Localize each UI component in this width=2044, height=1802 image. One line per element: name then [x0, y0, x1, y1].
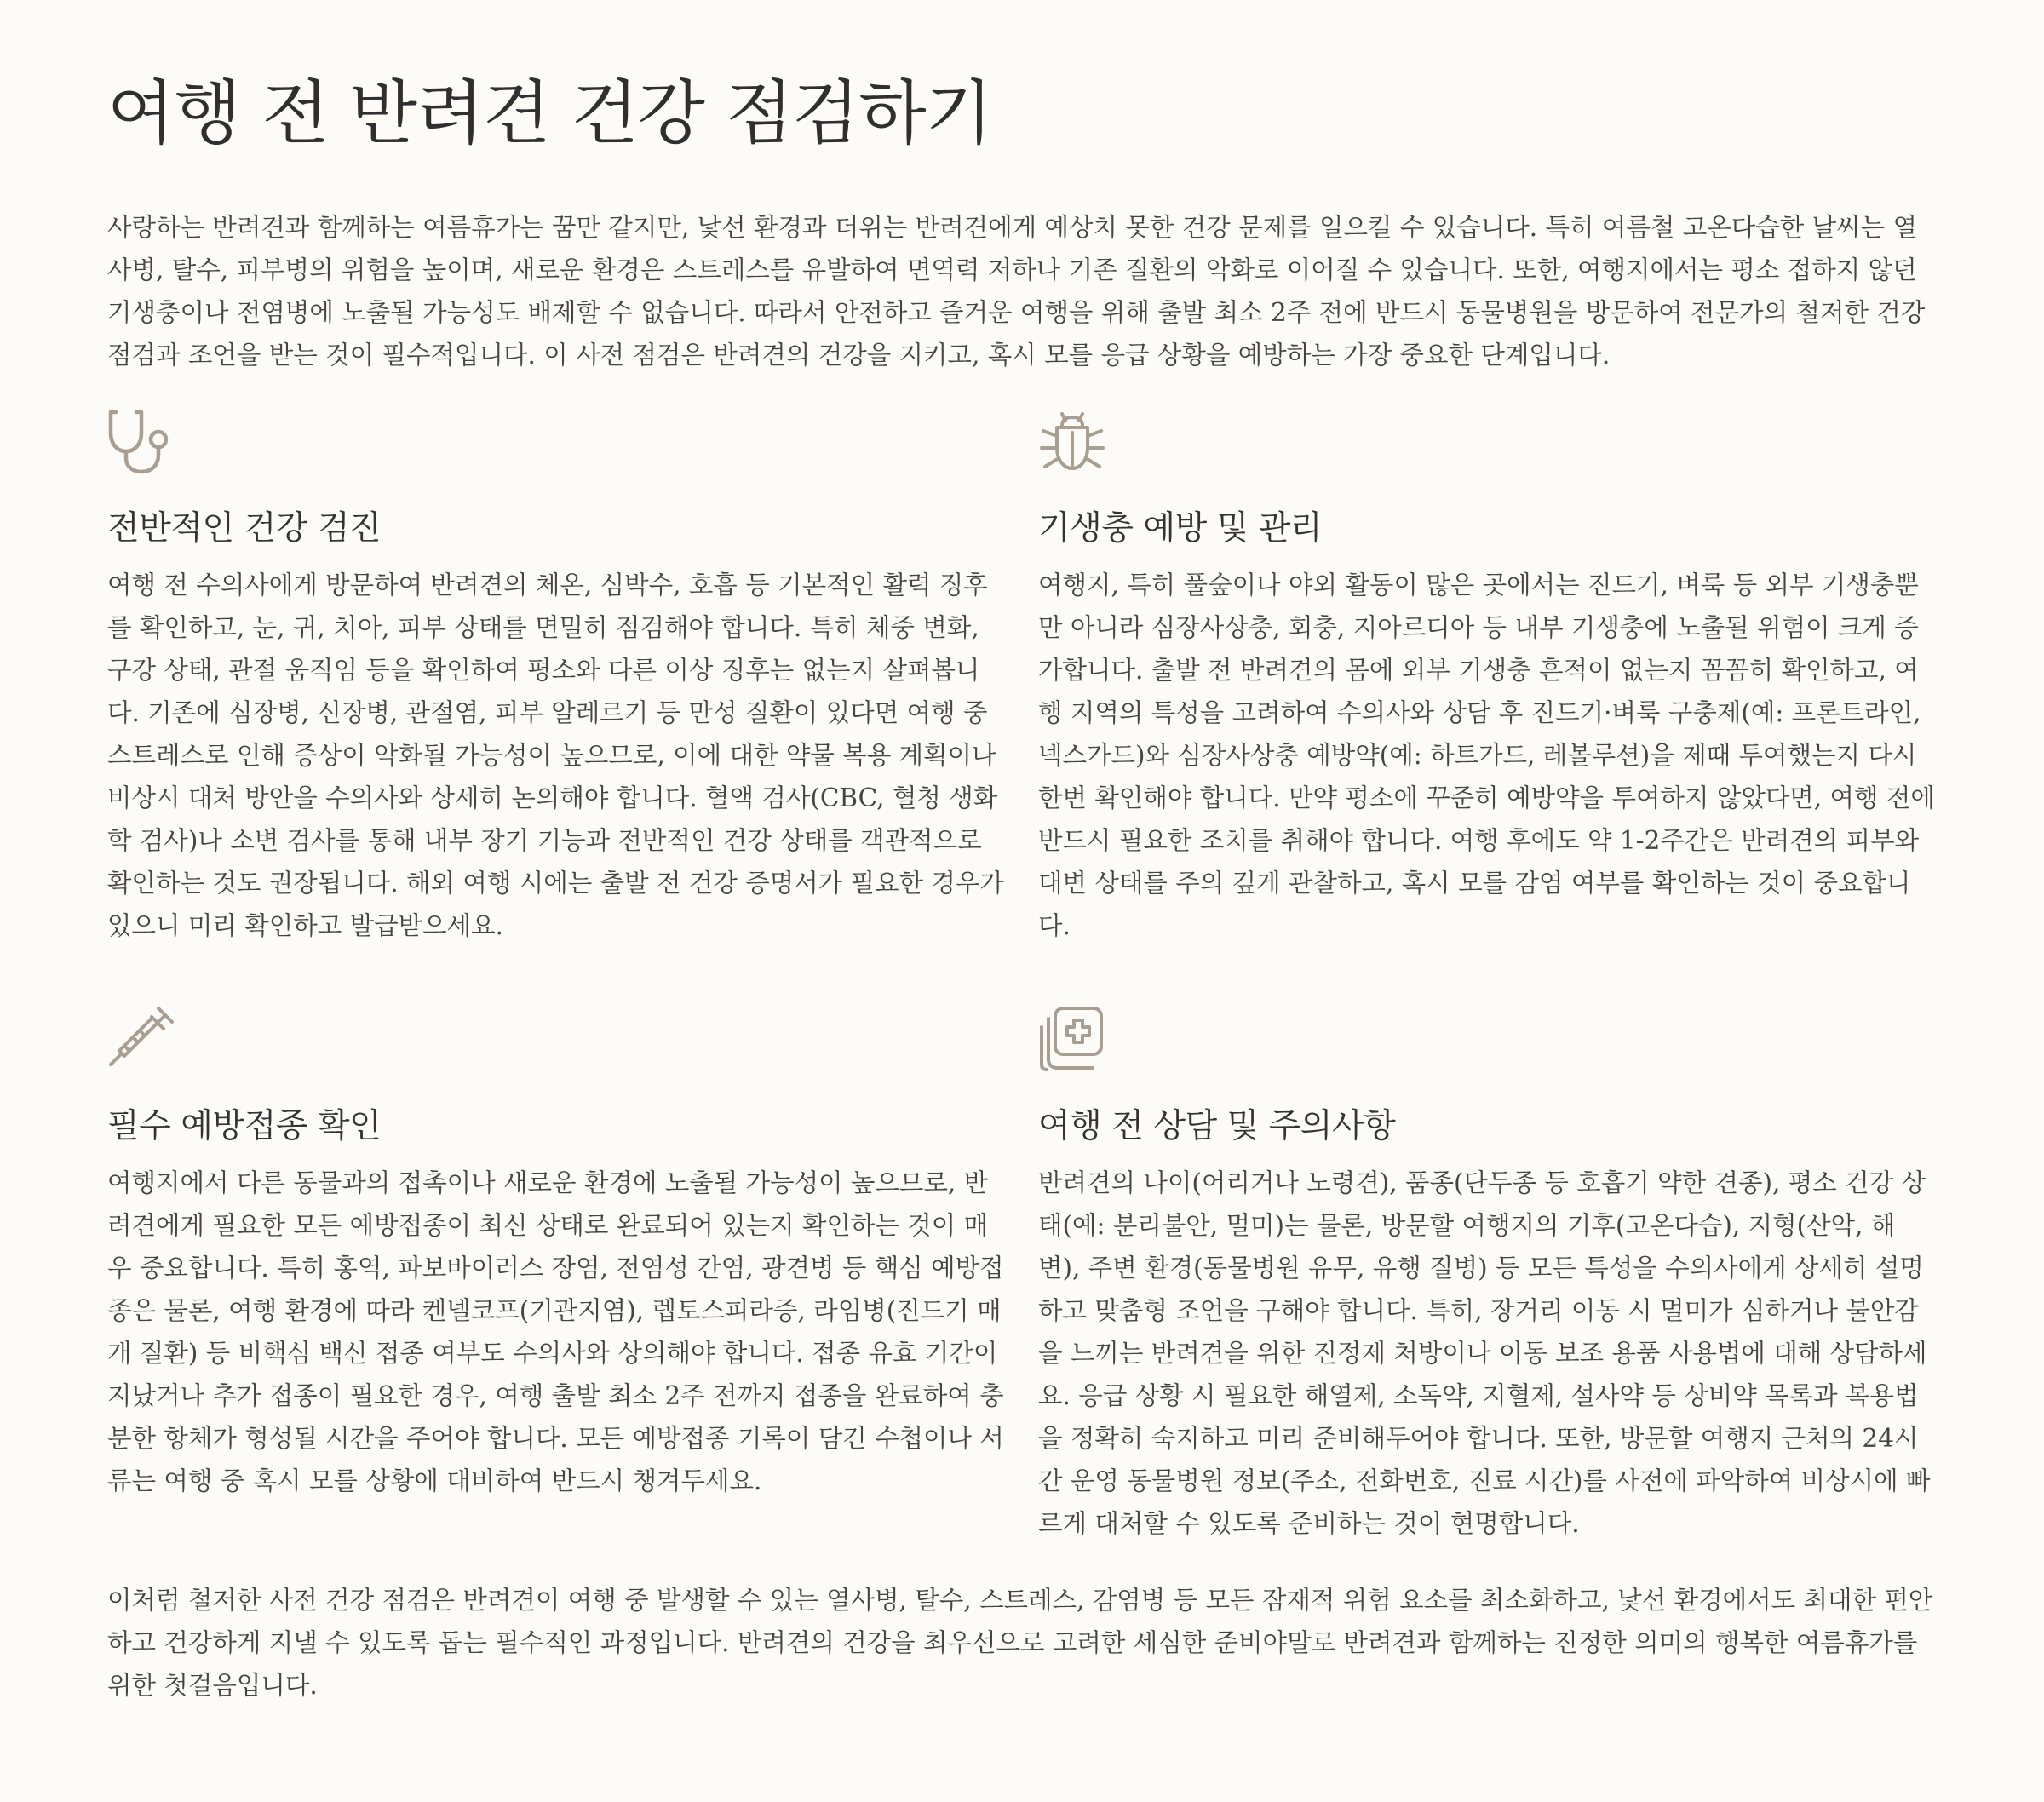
stethoscope-icon: [107, 407, 175, 475]
section-title: 여행 전 상담 및 주의사항: [1038, 1107, 1396, 1145]
section-body: 여행지, 특히 풀숲이나 야외 활동이 많은 곳에서는 진드기, 벼룩 등 외부 기생충뿐만 아니라 심장사상충, 회충, 지아르디아 등 내부 기생충에 노출될 위험이 크게 증가합니다. 출발 전 반려견의 몸에 외부 기생충 흔적이 없는지 꼼꼼히 확인하고, 여행 지역의 특성을 고려하여 수의사와 상담 후 진드기·벼룩 구충제(예: 프론트라인, 넥스가드)와 심장사상충 예방약(예: 하트가드, 레볼루션)을 제때 투여했는지 다시 한번 확인해야 합니다. 만약 평소에 꾸준히 예방약을 투여하지 않았다면, 여행 전에 반드시 필요한 조치를 취해야 합니다. 여행 후에도 약 1-2주간은 반려견의 피부와 대변 상태를 주의 깊게 관찰하고, 혹시 모를 감염 여부를 확인하는 것이 중요합니다.: [1038, 571, 1935, 940]
medical-kit-icon: [1038, 1005, 1106, 1073]
section-body: 반려견의 나이(어리거나 노령견), 품종(단두종 등 호흡기 약한 견종), 평소 건강 상태(예: 분리불안, 멀미)는 물론, 방문할 여행지의 기후(고온다습), 지형(산악, 해변), 주변 환경(동물병원 유무, 유행 질병) 등 모든 특성을 수의사에게 상세히 설명하고 맞춤형 조언을 구해야 합니다. 특히, 장거리 이동 시 멀미가 심하거나 불안감을 느끼는 반려견을 위한 진정제 처방이나 이동 보조 용품 사용법에 대해 상담하세요. 응급 상황 시 필요한 해열제, 소독약, 지혈제, 설사약 등 상비약 목록과 복용법을 정확히 숙지하고 미리 준비해두어야 합니다. 또한, 방문할 여행지 근처의 24시간 운영 동물병원 정보(주소, 전화번호, 진료 시간)를 사전에 파악하여 비상시에 빠르게 대처할 수 있도록 준비하는 것이 현명합니다.: [1038, 1168, 1931, 1538]
section-body: 여행지에서 다른 동물과의 접촉이나 새로운 환경에 노출될 가능성이 높으므로, 반려견에게 필요한 모든 예방접종이 최신 상태로 완료되어 있는지 확인하는 것이 매우 중요합니다. 특히 홍역, 파보바이러스 장염, 전염성 간염, 광견병 등 핵심 예방접종은 물론, 여행 환경에 따라 켄넬코프(기관지염), 렙토스피라증, 라임병(진드기 매개 질환) 등 비핵심 백신 접종 여부도 수의사와 상의해야 합니다. 접종 유효 기간이 지났거나 추가 접종이 필요한 경우, 여행 출발 최소 2주 전까지 접종을 완료하여 충분한 항체가 형성될 시간을 주어야 합니다. 모든 예방접종 기록이 담긴 수첩이나 서류는 여행 중 혹시 모를 상황에 대비하여 반드시 챙겨두세요.: [107, 1168, 1004, 1495]
section-title: 기생충 예방 및 관리: [1038, 509, 1323, 548]
section-parasite-prevention: [1038, 407, 1937, 947]
sections-grid: [107, 407, 1935, 1545]
page-title: 여행 전 반려견 건강 점검하기: [107, 73, 992, 154]
section-title: 전반적인 건강 검진: [107, 509, 382, 548]
section-consultation: [1038, 1005, 1937, 1545]
bug-icon: [1038, 407, 1106, 475]
section-body: 여행 전 수의사에게 방문하여 반려견의 체온, 심박수, 호흡 등 기본적인 활력 징후를 확인하고, 눈, 귀, 치아, 피부 상태를 면밀히 점검해야 합니다. 특히 체중 변화, 구강 상태, 관절 움직임 등을 확인하여 평소와 다른 이상 징후는 없는지 살펴봅니다. 기존에 심장병, 신장병, 관절염, 피부 알레르기 등 만성 질환이 있다면 여행 중 스트레스로 인해 증상이 악화될 가능성이 높으므로, 이에 대한 약물 복용 계획이나 비상시 대처 방안을 수의사와 상세히 논의해야 합니다. 혈액 검사(CBC, 혈청 생화학 검사)나 소변 검사를 통해 내부 장기 기능과 전반적인 건강 상태를 객관적으로 확인하는 것도 권장됩니다. 해외 여행 시에는 출발 전 건강 증명서가 필요한 경우가 있으니 미리 확인하고 발급받으세요.: [107, 571, 1004, 940]
article: [107, 0, 1935, 1707]
section-health-checkup: [107, 407, 1006, 947]
section-vaccination: [107, 1005, 1006, 1545]
intro-paragraph: 사랑하는 반려견과 함께하는 여름휴가는 꿈만 같지만, 낯선 환경과 더위는 반려견에게 예상치 못한 건강 문제를 일으킬 수 있습니다. 특히 여름철 고온다습한 날씨는 열사병, 탈수, 피부병의 위험을 높이며, 새로운 환경은 스트레스를 유발하여 면역력 저하나 기존 질환의 악화로 이어질 수 있습니다. 또한, 여행지에서는 평소 접하지 않던 기생충이나 전염병에 노출될 가능성도 배제할 수 없습니다. 따라서 안전하고 즐거운 여행을 위해 출발 최소 2주 전에 반드시 동물병원을 방문하여 전문가의 철저한 건강 점검과 조언을 받는 것이 필수적입니다. 이 사전 점검은 반려견의 건강을 지키고, 혹시 모를 응급 상황을 예방하는 가장 중요한 단계입니다.: [107, 213, 1926, 370]
closing-paragraph: 이처럼 철저한 사전 건강 점검은 반려견이 여행 중 발생할 수 있는 열사병, 탈수, 스트레스, 감염병 등 모든 잠재적 위험 요소를 최소화하고, 낯선 환경에서도 최대한 편안하고 건강하게 지낼 수 있도록 돕는 필수적인 과정입니다. 반려견의 건강을 최우선으로 고려한 세심한 준비야말로 반려견과 함께하는 진정한 의미의 행복한 여름휴가를 위한 첫걸음입니다.: [107, 1586, 1933, 1700]
syringe-icon: [107, 1005, 175, 1073]
section-title: 필수 예방접종 확인: [107, 1107, 382, 1145]
